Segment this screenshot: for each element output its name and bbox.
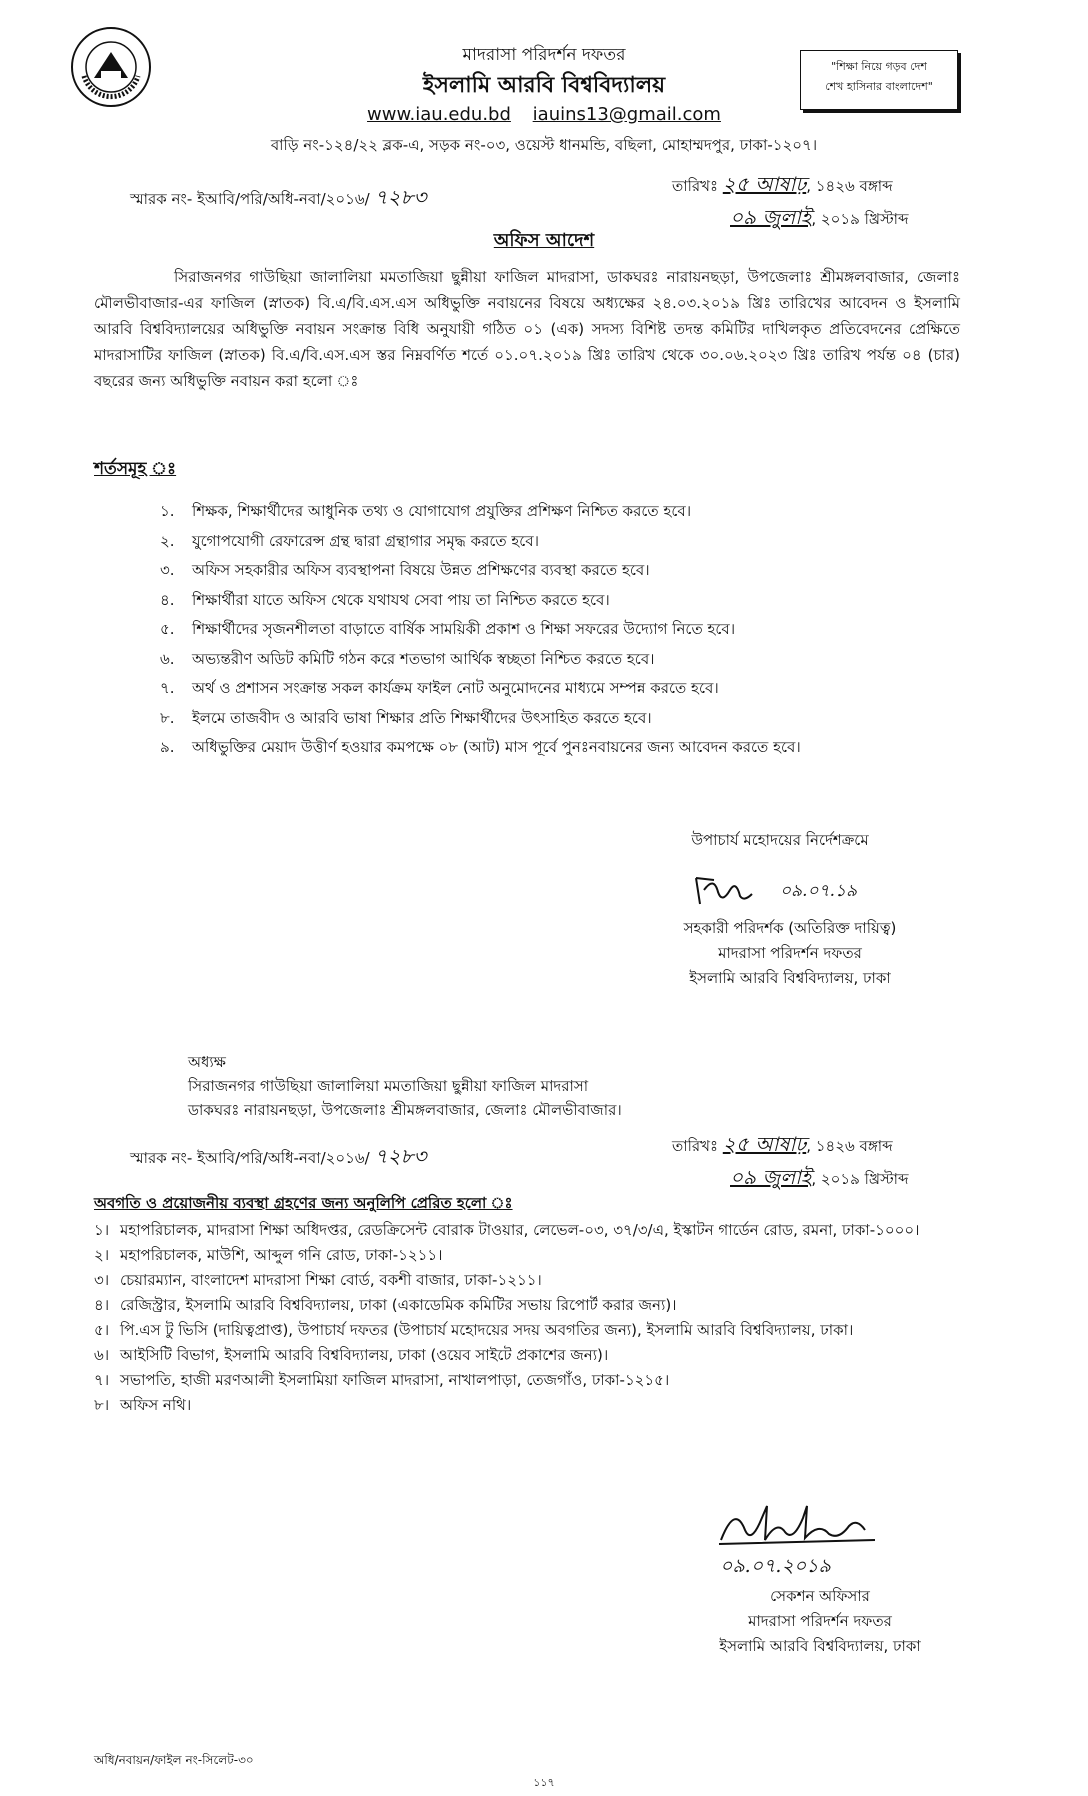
condition-item-text: অফিস সহকারীর অফিস ব্যবস্থাপনা বিষয়ে উন্নত প্রশিক্ষণের ব্যবস্থা করতে হবে। [192, 561, 650, 579]
signatory-2-office: মাদরাসা পরিদর্শন দফতর [748, 1612, 892, 1630]
condition-item-number: ২. [160, 531, 175, 550]
condition-item [160, 645, 960, 675]
condition-item [160, 556, 960, 586]
condition-item-text: ইলমে তাজবীদ ও আরবি ভাষা শিক্ষার প্রতি শিক্ষার্থীদের উৎসাহিত করতে হবে। [192, 708, 652, 727]
office-name: মাদরাসা পরিদর্শন দফতর [462, 45, 626, 65]
condition-item-number: ৮. [160, 708, 175, 727]
signatory-1-office: মাদরাসা পরিদর্শন দফতর [718, 944, 862, 962]
condition-item [160, 674, 960, 704]
slogan-line-2: শেখ হাসিনার বাংলাদেশ" [825, 80, 933, 93]
copy-recipient-item-number: ৩। [94, 1271, 110, 1289]
memo-date-2 [672, 1130, 909, 1196]
condition-item-text: অর্থ ও প্রশাসন সংক্রান্ত সকল কার্যক্রম ফাইল নোট অনুমোদনের মাধ্যমে সম্পন্ন করতে হবে। [192, 679, 719, 697]
copy-recipient-item [94, 1243, 960, 1268]
date-greg-hand: ০৯ জুলাই [730, 205, 812, 229]
copy-recipient-item-text: পি.এস টু ভিসি (দায়িত্বপ্রাপ্ত), উপাচার্য দফতর (উপাচার্য মহোদয়ের সদয় অবগতির জন্য), ইসলামি আরবি বিশ্ববিদ্যালয়, ঢাকা। [120, 1321, 854, 1339]
copy-recipient-item-text: মহাপরিচালক, মাদরাসা শিক্ষা অধিদপ্তর, রেডক্রিসেন্ট বোরাক টাওয়ার, লেভেল-০৩, ৩৭/৩/এ, ইস্কাটন গার্ডেন রোড, রমনা, ঢাকা-১০০০। [120, 1221, 920, 1239]
order-body: সিরাজনগর গাউছিয়া জালালিয়া মমতাজিয়া ছুন্নীয়া ফাজিল মাদরাসা, ডাকঘরঃ নারায়নছড়া, উপজেলাঃ শ্রীমঙ্গলবাজার, জেলাঃ মৌলভীবাজার-এর ফাজিল (স্নাতক) বি.এ/বি.এস.এস অধিভুক্তি নবায়নের বিষয়ে অধ্যক্ষের ২৪.০৩.২০১৯ খ্রিঃ তারিখের আবেদন ও ইসলামি আরবি বিশ্ববিদ্যালয়ের অধিভুক্তি নবায়ন সংক্রান্ত বিধি অনুযায়ী গঠিত ০১ (এক) সদস্য বিশিষ্ট তদন্ত কমিটির দাখিলকৃত প্রতিবেদনের প্রেক্ষিতে মাদরাসাটির ফাজিল (স্নাতক) বি.এ/বি.এস.এস স্তর নিম্নবর্ণিত শর্তে ০১.০৭.২০১৯ খ্রিঃ তারিখ থেকে ৩০.০৬.২০২৩ খ্রিঃ তারিখ পর্যন্ত ০৪ (চার) বছরের জন্য অধিভুক্তি নবায়ন করা হলো ঃ [94, 268, 960, 390]
signatory-2-university: ইসলামি আরবি বিশ্ববিদ্যালয়, ঢাকা [719, 1637, 921, 1655]
date-bangla-hand: ২৫ আষাঢ় [722, 172, 807, 196]
copy-recipient-item [94, 1318, 960, 1343]
condition-item-text: শিক্ষার্থীরা যাতে অফিস থেকে যথাযথ সেবা পায় তা নিশ্চিত করতে হবে। [192, 590, 610, 609]
condition-item-text: অভ্যন্তরীণ অডিট কমিটি গঠন করে শতভাগ আর্থিক স্বচ্ছতা নিশ্চিত করতে হবে। [192, 649, 655, 668]
condition-item-number: ৯. [160, 738, 175, 756]
condition-item-text: যুগোপযোগী রেফারেন্স গ্রন্থ দ্বারা গ্রন্থাগার সমৃদ্ধ করতে হবে। [192, 531, 539, 550]
date-bangla-hand-2: ২৫ আষাঢ় [722, 1132, 807, 1156]
condition-item-number: ১. [160, 502, 175, 520]
date-label: তারিখঃ [672, 177, 718, 195]
signature-1 [690, 870, 770, 910]
copies-list [94, 1218, 960, 1418]
date-greg-suffix: , ২০১৯ খ্রিস্টাব্দ [811, 210, 909, 228]
memo-number-2: ৭২৮৩ [374, 1144, 427, 1168]
date-greg-hand-2: ০৯ জুলাই [730, 1165, 812, 1189]
copy-recipient-item-number: ২। [94, 1246, 110, 1264]
signatory-2-designation: সেকশন অফিসার [770, 1587, 870, 1605]
copy-recipient-item-number: ৮। [94, 1396, 110, 1414]
copy-recipient-item-text: সভাপতি, হাজী মরণআলী ইসলামিয়া ফাজিল মাদরাসা, নাখালপাড়া, তেজগাঁও, ঢাকা-১২১৫। [120, 1371, 670, 1389]
copy-recipient-item-number: ৫। [94, 1321, 110, 1339]
slogan-box [800, 50, 958, 110]
copies-heading: অবগতি ও প্রয়োজনীয় ব্যবস্থা গ্রহণের জন্য অনুলিপি প্রেরিত হলো ঃ [94, 1194, 513, 1212]
page-number: ১১৭ [533, 1776, 555, 1789]
copy-recipient-item-number: ১। [94, 1221, 110, 1239]
slogan-line-1: "শিক্ষা নিয়ে গড়ব দেশ [831, 60, 927, 73]
recipient-title: অধ্যক্ষ [188, 1053, 226, 1071]
copy-recipient-item [94, 1268, 960, 1293]
signatory-2 [670, 1584, 970, 1659]
copy-recipient-item [94, 1393, 960, 1418]
copy-recipient-item-text: মহাপরিচালক, মাউশি, আব্দুল গনি রোড, ঢাকা-১২১১। [120, 1246, 443, 1264]
date-bangla-suffix-2: , ১৪২৬ বঙ্গাব্দ [806, 1137, 893, 1155]
email-link[interactable]: iauins13@gmail.com [532, 104, 721, 125]
condition-item-number: ৩. [160, 561, 175, 579]
date-label-2: তারিখঃ [672, 1137, 718, 1155]
document-title: অফিস আদেশ [493, 230, 595, 251]
signature-2-date: ০৯.০৭.২০১৯ [720, 1555, 831, 1577]
date-bangla-suffix: , ১৪২৬ বঙ্গাব্দ [806, 177, 893, 195]
memo-reference-2 [130, 1142, 426, 1175]
memo-label-2: স্মারক নং- ইআবি/পরি/অধি-নবা/২০১৬/ [130, 1149, 370, 1167]
copy-recipient-item-number: ৭। [94, 1371, 110, 1389]
condition-item [160, 733, 960, 763]
copy-recipient-item-text: চেয়ারম্যান, বাংলাদেশ মাদরাসা শিক্ষা বোর্ড, বকশী বাজার, ঢাকা-১২১১। [120, 1271, 542, 1289]
signature-1-date: ০৯.০৭.১৯ [780, 881, 858, 901]
condition-item-text: শিক্ষার্থীদের সৃজনশীলতা বাড়াতে বার্ষিক সাময়িকী প্রকাশ ও শিক্ষা সফরের উদ্যোগ নিতে হবে। [192, 620, 736, 638]
university-name: ইসলামি আরবি বিশ্ববিদ্যালয় [422, 73, 666, 98]
copy-recipient-item [94, 1368, 960, 1393]
copy-recipient-item-number: ৪। [94, 1296, 110, 1314]
condition-item [160, 704, 960, 734]
condition-item [160, 615, 960, 645]
copy-recipient-item [94, 1343, 960, 1368]
recipient-address: ডাকঘরঃ নারায়নছড়া, উপজেলাঃ শ্রীমঙ্গলবাজার, জেলাঃ মৌলভীবাজার। [188, 1101, 622, 1119]
copy-recipient-item-text: অফিস নথি। [120, 1396, 192, 1414]
condition-item-text: শিক্ষক, শিক্ষার্থীদের আধুনিক তথ্য ও যোগাযোগ প্রযুক্তির প্রশিক্ষণ নিশ্চিত করতে হবে। [192, 502, 692, 520]
conditions-list [160, 497, 960, 763]
condition-item [160, 497, 960, 527]
memo-reference [130, 183, 426, 216]
signature-2 [715, 1500, 885, 1550]
condition-item-text: অধিভুক্তির মেয়াদ উত্তীর্ণ হওয়ার কমপক্ষে ০৮ (আট) মাস পূর্বে পুনঃনবায়নের জন্য আবেদন করতে হবে। [192, 738, 801, 756]
memo-label: স্মারক নং- ইআবি/পরি/অধি-নবা/২০১৬/ [130, 190, 370, 208]
recipient-name: সিরাজনগর গাউছিয়া জালালিয়া মমতাজিয়া ছুন্নীয়া ফাজিল মাদরাসা [188, 1077, 589, 1095]
recipient-block [188, 1050, 622, 1122]
copy-recipient-item [94, 1218, 960, 1243]
website-link[interactable]: www.iau.edu.bd [367, 104, 511, 125]
copy-recipient-item-text: আইসিটি বিভাগ, ইসলামি আরবি বিশ্ববিদ্যালয়, ঢাকা (ওয়েব সাইটে প্রকাশের জন্য)। [120, 1346, 609, 1364]
date-greg-suffix-2: , ২০১৯ খ্রিস্টাব্দ [811, 1170, 909, 1188]
condition-item [160, 527, 960, 557]
memo-number: ৭২৮৩ [374, 185, 427, 209]
condition-item-number: ৫. [160, 620, 175, 638]
signatory-1 [620, 916, 960, 991]
copy-recipient-item [94, 1293, 960, 1318]
condition-item [160, 586, 960, 616]
condition-item-number: ৭. [160, 679, 175, 697]
condition-item-number: ৪. [160, 590, 175, 609]
copy-recipient-item-number: ৬। [94, 1346, 110, 1364]
address-line: বাড়ি নং-১২৪/২২ ব্লক-এ, সড়ক নং-০৩, ওয়েস্ট ধানমন্ডি, বছিলা, মোহাম্মদপুর, ঢাকা-১২০৭। [270, 136, 818, 154]
condition-item-number: ৬. [160, 649, 175, 668]
copy-recipient-item-text: রেজিস্ট্রার, ইসলামি আরবি বিশ্ববিদ্যালয়, ঢাকা (একাডেমিক কমিটির সভায় রিপোর্ট করার জন্য)। [120, 1296, 677, 1314]
file-reference: অধি/নবায়ন/ফাইল নং-সিলেট-৩০ [94, 1753, 254, 1767]
conditions-heading: শর্তসমূহ ঃ [94, 459, 177, 479]
signatory-1-university: ইসলামি আরবি বিশ্ববিদ্যালয়, ঢাকা [689, 969, 891, 987]
signatory-1-designation: সহকারী পরিদর্শক (অতিরিক্ত দায়িত্ব) [683, 919, 897, 937]
instruction-line: উপাচার্য মহোদয়ের নির্দেশক্রমে [691, 831, 869, 849]
